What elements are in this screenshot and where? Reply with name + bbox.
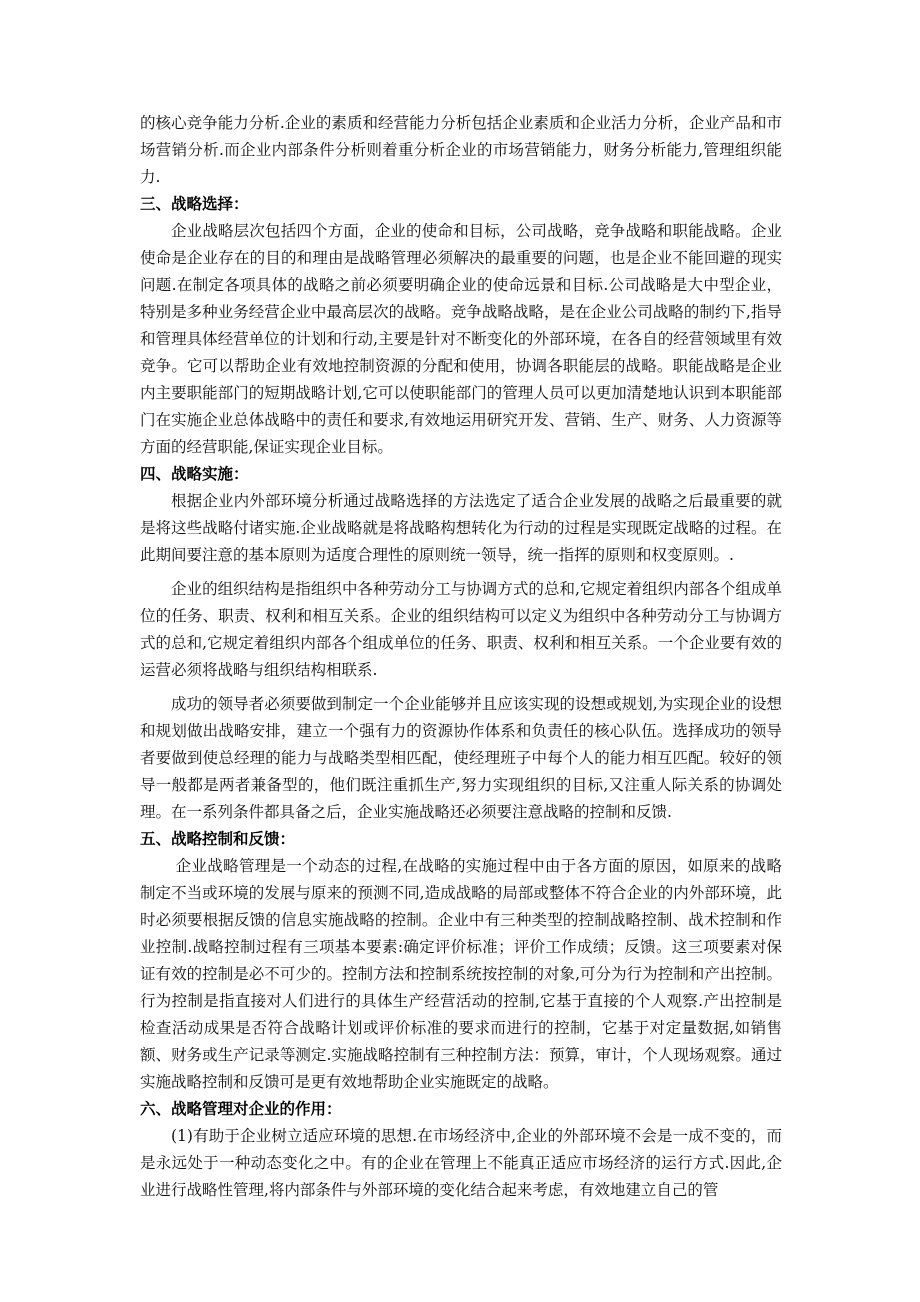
section-4-paragraph-3: 成功的领导者必须要做到制定一个企业能够并且应该实现的设想或规划,为实现企业的设想和规划做出战略安排，建立一个强有力的资源协作体系和负责任的核心队伍。选择成功的领导者要做到使总经理的能力与战略类型相匹配，使经理班子中每个人的能力相互匹配。较好的领导一般都是两者兼备型的，他们既注重抓生产,努力实现组织的目标,又注重人际关系的协调处理。在一系列条件都具备之后，企业实施战略还必须要注意战略的控制和反馈. [140, 695, 782, 821]
section-3-paragraph-1: 企业战略层次包括四个方面，企业的使命和目标，公司战略，竞争战略和职能战略。企业使命是企业存在的目的和理由是战略管理必须解决的最重要的问题，也是企业不能回避的现实问题.在制定各项具体的战略之前必须要明确企业的使命远景和目标.公司战略是大中型企业，特别是多种业务经营企业中最高层次的战略。竞争战略战略，是在企业公司战略的制约下,指导和管理具体经营单位的计划和行动,主要是针对不断变化的外部环境，在各自的经营领域里有效竞争。它可以帮助企业有效地控制资源的分配和使用，协调各职能层的战略。职能战略是企业内主要职能部门的短期战略计划,它可以使职能部门的管理人员可以更加清楚地认识到本职能部门在实施企业总体战略中的责任和要求,有效地运用研究开发、营销、生产、财务、人力资源等方面的经营职能,保证实现企业目标。 [140, 222, 782, 456]
intro-paragraph: 的核心竞争能力分析.企业的素质和经营能力分析包括企业素质和企业活力分析，企业产品和市场营销分析.而企业内部条件分析则着重分析企业的市场营销能力，财务分析能力,管理组织能力. [140, 114, 782, 186]
section-4-heading: 四、战略实施： [140, 465, 249, 483]
section-6-paragraph-1: (1)有助于企业树立适应环境的思想.在市场经济中,企业的外部环境不会是一成不变的，而是永远处于一种动态变化之中。有的企业在管理上不能真正适应市场经济的运行方式.因此,企业进行战略性管理,将内部条件与外部环境的变化结合起来考虑，有效地建立自己的管 [140, 1127, 782, 1199]
document-body [140, 110, 782, 1204]
section-4-paragraph-2: 企业的组织结构是指组织中各种劳动分工与协调方式的总和,它规定着组织内部各个组成单位的任务、职责、权利和相互关系。企业的组织结构可以定义为组织中各种劳动分工与协调方式的总和,它规定着组织内部各个组成单位的任务、职责、权利和相互关系。一个企业要有效的运营必须将战略与组织结构相联系. [140, 580, 782, 679]
section-5-heading: 五、战略控制和反馈： [140, 830, 296, 848]
section-6-heading: 六、战略管理对企业的作用： [140, 1100, 342, 1118]
section-3-heading: 三、战略选择： [140, 195, 249, 213]
section-5-paragraph-1: 企业战略管理是一个动态的过程,在战略的实施过程中由于各方面的原因，如原来的战略制定不当或环境的发展与原来的预测不同,造成战略的局部或整体不符合企业的内外部环境，此时必须要根据反馈的信息实施战略的控制。企业中有三种类型的控制战略控制、战术控制和作业控制.战略控制过程有三项基本要素:确定评价标准；评价工作成绩；反馈。这三项要素对保证有效的控制是必不可少的。控制方法和控制系统按控制的对象,可分为行为控制和产出控制。行为控制是指直接对人们进行的具体生产经营活动的控制,它基于直接的个人观察.产出控制是检查活动成果是否符合战略计划或评价标准的要求而进行的控制，它基于对定量数据,如销售额、财务或生产记录等测定.实施战略控制有三种控制方法：预算，审计，个人现场观察。通过实施战略控制和反馈可是更有效地帮助企业实施既定的战略。 [140, 857, 782, 1091]
section-4-paragraph-1: 根据企业内外部环境分析通过战略选择的方法选定了适合企业发展的战略之后最重要的就是将这些战略付诸实施.企业战略就是将战略构想转化为行动的过程是实现既定战略的过程。在此期间要注意的基本原则为适度合理性的原则统一领导，统一指挥的原则和权变原则。. [140, 492, 782, 564]
